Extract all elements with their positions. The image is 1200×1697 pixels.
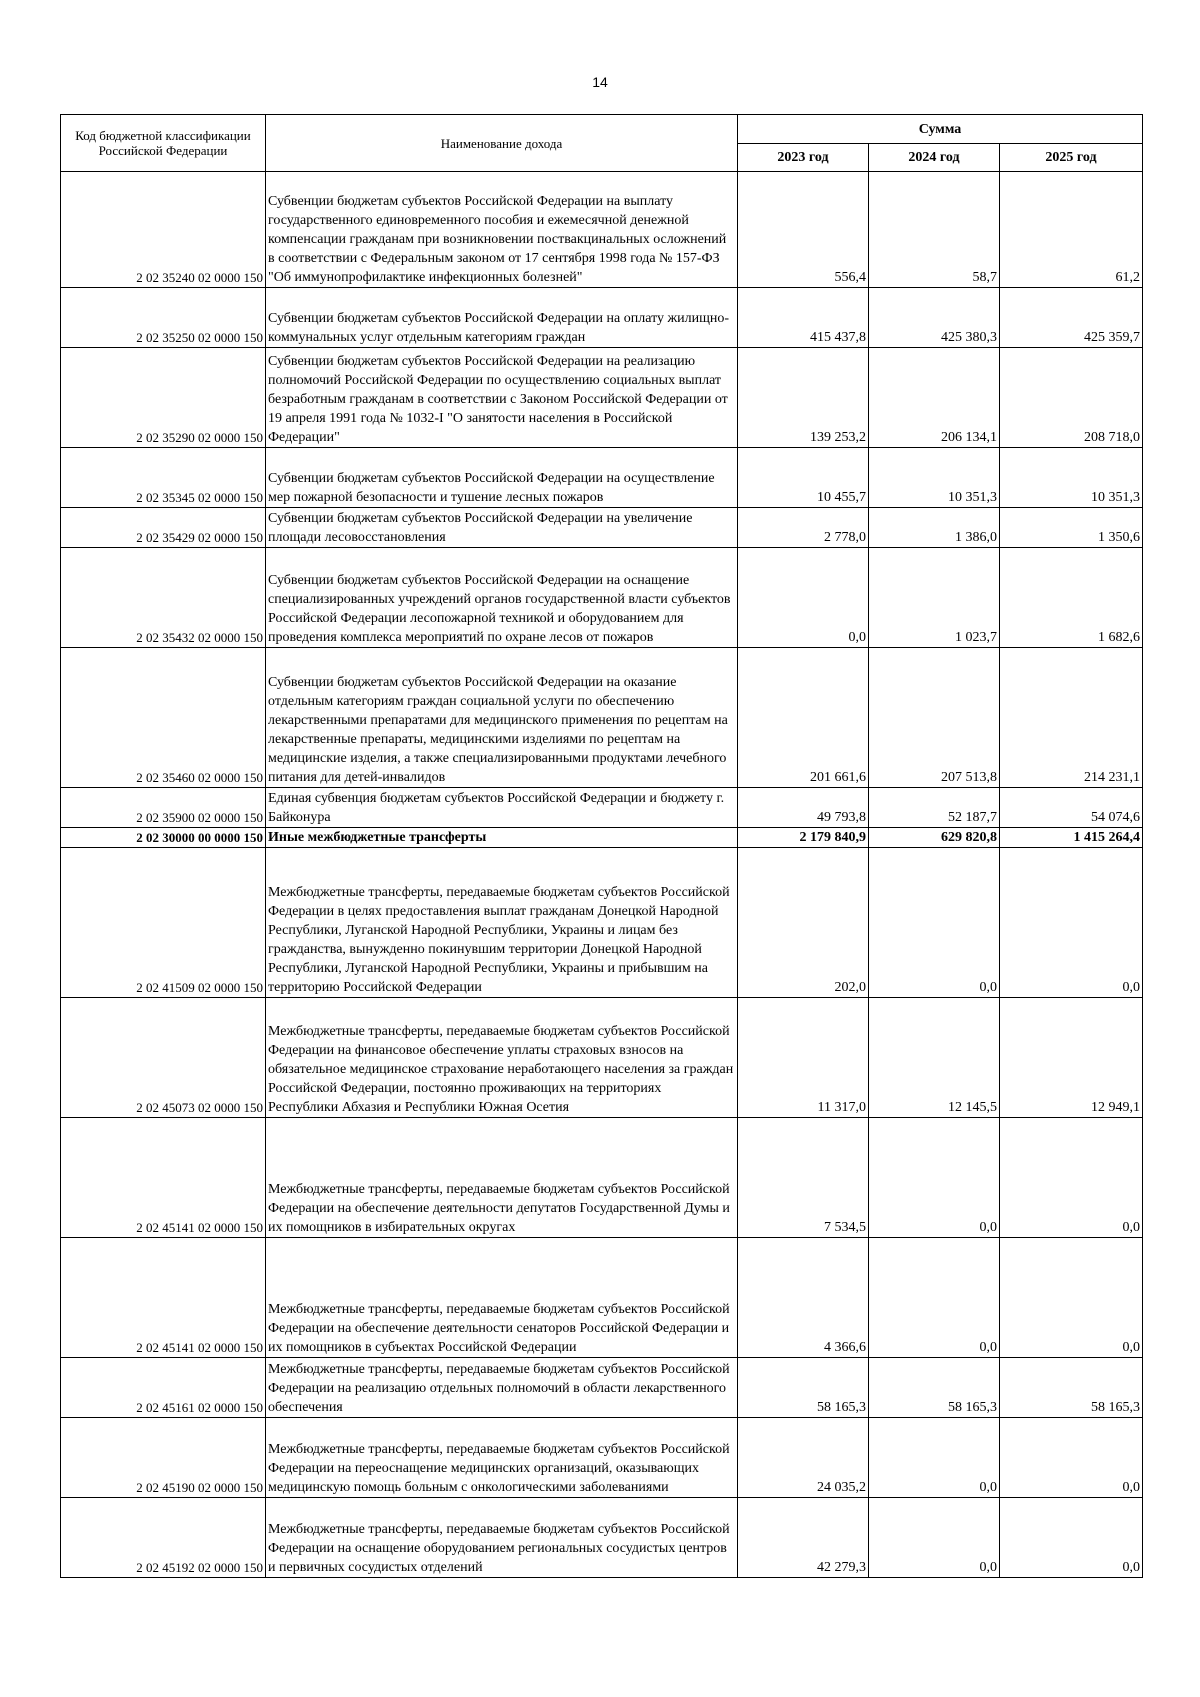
table-row — [61, 788, 1143, 828]
page-number: 14 — [592, 74, 608, 90]
amount-2024-cell: 0,0 — [869, 1418, 1000, 1498]
amount-2024-cell: 0,0 — [869, 848, 1000, 998]
code-cell: 2 02 35429 02 0000 150 — [61, 508, 266, 548]
amount-2025-cell: 10 351,3 — [1000, 448, 1143, 508]
header-sum: Сумма — [738, 115, 1143, 144]
table-row — [61, 448, 1143, 508]
amount-2024-cell: 206 134,1 — [869, 348, 1000, 448]
amount-2025-cell: 0,0 — [1000, 1498, 1143, 1578]
amount-2023-cell: 24 035,2 — [738, 1418, 869, 1498]
amount-2023-cell: 58 165,3 — [738, 1358, 869, 1418]
table-row — [61, 998, 1143, 1118]
name-cell: Субвенции бюджетам субъектов Российской Федерации на оснащение специализированных учреждений органов государственной власти субъектов Российской Федерации лесопожарной техникой и оборудованием для проведения комплекса мероприятий по охране лесов от пожаров — [266, 548, 738, 648]
amount-2025-cell: 214 231,1 — [1000, 648, 1143, 788]
amount-2024-cell: 1 386,0 — [869, 508, 1000, 548]
amount-2024-cell: 425 380,3 — [869, 288, 1000, 348]
amount-2023-cell: 2 179 840,9 — [738, 828, 869, 848]
amount-2023-cell: 415 437,8 — [738, 288, 869, 348]
code-cell: 2 02 45141 02 0000 150 — [61, 1118, 266, 1238]
name-cell: Субвенции бюджетам субъектов Российской Федерации на осуществление мер пожарной безопасности и тушение лесных пожаров — [266, 448, 738, 508]
code-cell: 2 02 45161 02 0000 150 — [61, 1358, 266, 1418]
name-cell: Межбюджетные трансферты, передаваемые бюджетам субъектов Российской Федерации на реализацию отдельных полномочий в области лекарственного обеспечения — [266, 1358, 738, 1418]
amount-2024-cell: 58 165,3 — [869, 1358, 1000, 1418]
name-cell: Единая субвенция бюджетам субъектов Российской Федерации и бюджету г. Байконура — [266, 788, 738, 828]
name-cell: Межбюджетные трансферты, передаваемые бюджетам субъектов Российской Федерации на оснащение оборудованием региональных сосудистых центров и первичных сосудистых отделений — [266, 1498, 738, 1578]
name-cell: Субвенции бюджетам субъектов Российской Федерации на оплату жилищно-коммунальных услуг отдельным категориям граждан — [266, 288, 738, 348]
amount-2025-cell: 0,0 — [1000, 1118, 1143, 1238]
name-cell: Межбюджетные трансферты, передаваемые бюджетам субъектов Российской Федерации на финансовое обеспечение уплаты страховых взносов на обязательное медицинское страхование неработающего населения за граждан Российской Федерации, постоянно проживающих на территориях Республики Абхазия и Республики Южная Осетия — [266, 998, 738, 1118]
amount-2025-cell: 1 682,6 — [1000, 548, 1143, 648]
amount-2025-cell: 425 359,7 — [1000, 288, 1143, 348]
amount-2023-cell: 7 534,5 — [738, 1118, 869, 1238]
name-cell: Межбюджетные трансферты, передаваемые бюджетам субъектов Российской Федерации на обеспечение деятельности депутатов Государственной Думы и их помощников в избирательных округах — [266, 1118, 738, 1238]
table-row — [61, 1358, 1143, 1418]
name-cell: Субвенции бюджетам субъектов Российской Федерации на реализацию полномочий Российской Федерации по осуществлению социальных выплат безработным гражданам в соответствии с Законом Российской Федерации от 19 апреля 1991 года № 1032-I "О занятости населения в Российской Федерации" — [266, 348, 738, 448]
amount-2023-cell: 201 661,6 — [738, 648, 869, 788]
amount-2024-cell: 629 820,8 — [869, 828, 1000, 848]
name-cell: Межбюджетные трансферты, передаваемые бюджетам субъектов Российской Федерации на переоснащение медицинских организаций, оказывающих медицинскую помощь больным с онкологическими заболеваниями — [266, 1418, 738, 1498]
header-year-2025: 2025 год — [1000, 144, 1143, 172]
table-total-row — [61, 828, 1143, 848]
name-cell: Субвенции бюджетам субъектов Российской Федерации на выплату государственного единовременного пособия и ежемесячной денежной компенсации гражданам при возникновении поствакцинальных осложнений в соответствии с Федеральным законом от 17 сентября 1998 года № 157-ФЗ "Об иммунопрофилактике инфекционных болезней" — [266, 172, 738, 288]
table-row — [61, 348, 1143, 448]
amount-2024-cell: 58,7 — [869, 172, 1000, 288]
code-cell: 2 02 35460 02 0000 150 — [61, 648, 266, 788]
name-cell: Субвенции бюджетам субъектов Российской Федерации на увеличение площади лесовосстановления — [266, 508, 738, 548]
code-cell: 2 02 35900 02 0000 150 — [61, 788, 266, 828]
name-cell: Иные межбюджетные трансферты — [266, 828, 738, 848]
header-code: Код бюджетной классификации Российской Федерации — [61, 115, 266, 172]
table-row — [61, 1498, 1143, 1578]
amount-2024-cell: 12 145,5 — [869, 998, 1000, 1118]
amount-2024-cell: 207 513,8 — [869, 648, 1000, 788]
amount-2024-cell: 10 351,3 — [869, 448, 1000, 508]
code-cell: 2 02 35240 02 0000 150 — [61, 172, 266, 288]
table-row — [61, 548, 1143, 648]
amount-2023-cell: 49 793,8 — [738, 788, 869, 828]
code-cell: 2 02 45073 02 0000 150 — [61, 998, 266, 1118]
code-cell: 2 02 45190 02 0000 150 — [61, 1418, 266, 1498]
amount-2024-cell: 0,0 — [869, 1238, 1000, 1358]
amount-2023-cell: 4 366,6 — [738, 1238, 869, 1358]
amount-2025-cell: 208 718,0 — [1000, 348, 1143, 448]
code-cell: 2 02 35345 02 0000 150 — [61, 448, 266, 508]
amount-2025-cell: 12 949,1 — [1000, 998, 1143, 1118]
amount-2024-cell: 1 023,7 — [869, 548, 1000, 648]
code-cell: 2 02 45141 02 0000 150 — [61, 1238, 266, 1358]
amount-2024-cell: 0,0 — [869, 1118, 1000, 1238]
table-row — [61, 1118, 1143, 1238]
revenue-table — [60, 114, 1143, 1578]
amount-2025-cell: 1 415 264,4 — [1000, 828, 1143, 848]
name-cell: Субвенции бюджетам субъектов Российской Федерации на оказание отдельным категориям граждан социальной услуги по обеспечению лекарственными препаратами для медицинского применения по рецептам на лекарственные препараты, медицинскими изделиями по рецептам на медицинские изделия, а также специализированными продуктами лечебного питания для детей-инвалидов — [266, 648, 738, 788]
header-year-2024: 2024 год — [869, 144, 1000, 172]
amount-2023-cell: 556,4 — [738, 172, 869, 288]
amount-2025-cell: 0,0 — [1000, 1238, 1143, 1358]
table-row — [61, 288, 1143, 348]
table-row — [61, 172, 1143, 288]
table-row — [61, 1238, 1143, 1358]
amount-2023-cell: 0,0 — [738, 548, 869, 648]
amount-2023-cell: 139 253,2 — [738, 348, 869, 448]
table-row — [61, 648, 1143, 788]
code-cell: 2 02 35290 02 0000 150 — [61, 348, 266, 448]
code-cell: 2 02 45192 02 0000 150 — [61, 1498, 266, 1578]
amount-2024-cell: 52 187,7 — [869, 788, 1000, 828]
amount-2025-cell: 1 350,6 — [1000, 508, 1143, 548]
amount-2025-cell: 54 074,6 — [1000, 788, 1143, 828]
code-cell: 2 02 35250 02 0000 150 — [61, 288, 266, 348]
amount-2023-cell: 202,0 — [738, 848, 869, 998]
amount-2023-cell: 11 317,0 — [738, 998, 869, 1118]
amount-2024-cell: 0,0 — [869, 1498, 1000, 1578]
code-cell: 2 02 41509 02 0000 150 — [61, 848, 266, 998]
table-row — [61, 848, 1143, 998]
amount-2025-cell: 0,0 — [1000, 848, 1143, 998]
amount-2023-cell: 10 455,7 — [738, 448, 869, 508]
amount-2025-cell: 58 165,3 — [1000, 1358, 1143, 1418]
amount-2025-cell: 0,0 — [1000, 1418, 1143, 1498]
amount-2023-cell: 2 778,0 — [738, 508, 869, 548]
name-cell: Межбюджетные трансферты, передаваемые бюджетам субъектов Российской Федерации в целях предоставления выплат гражданам Донецкой Народной Республики, Луганской Народной Республики, Украины и лицам без гражданства, вынужденно покинувшим территории Донецкой Народной Республики, Луганской Народной Республики, Украины и прибывшим на территорию Российской Федерации — [266, 848, 738, 998]
amount-2025-cell: 61,2 — [1000, 172, 1143, 288]
header-name: Наименование дохода — [266, 115, 738, 172]
table-row — [61, 508, 1143, 548]
table-row — [61, 1418, 1143, 1498]
code-cell: 2 02 35432 02 0000 150 — [61, 548, 266, 648]
amount-2023-cell: 42 279,3 — [738, 1498, 869, 1578]
name-cell: Межбюджетные трансферты, передаваемые бюджетам субъектов Российской Федерации на обеспечение деятельности сенаторов Российской Федерации и их помощников в субъектах Российской Федерации — [266, 1238, 738, 1358]
code-cell: 2 02 30000 00 0000 150 — [61, 828, 266, 848]
header-year-2023: 2023 год — [738, 144, 869, 172]
